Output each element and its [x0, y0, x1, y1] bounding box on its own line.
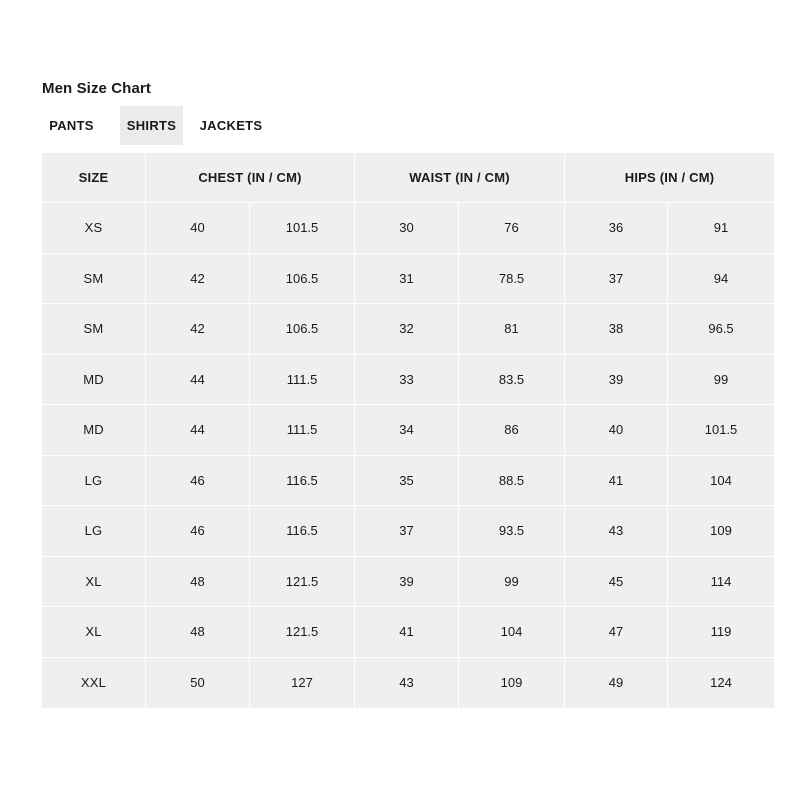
tab-jackets[interactable]: JACKETS	[199, 118, 263, 133]
size-category-tabs	[40, 106, 273, 145]
cell-size: XL	[42, 557, 146, 608]
cell-hips-cm: 91	[668, 203, 774, 254]
cell-size: SM	[42, 254, 146, 305]
cell-chest-cm: 111.5	[250, 355, 355, 406]
cell-waist-in: 34	[355, 405, 459, 456]
cell-chest-in: 50	[146, 658, 250, 709]
cell-hips-in: 47	[565, 607, 668, 658]
tab-pants[interactable]: PANTS	[49, 118, 94, 133]
cell-size: XXL	[42, 658, 146, 709]
cell-hips-cm: 109	[668, 506, 774, 557]
cell-chest-cm: 127	[250, 658, 355, 709]
cell-chest-in: 46	[146, 506, 250, 557]
cell-chest-cm: 121.5	[250, 607, 355, 658]
cell-hips-in: 38	[565, 304, 668, 355]
cell-waist-cm: 93.5	[459, 506, 565, 557]
cell-chest-in: 42	[146, 304, 250, 355]
table-header-row	[42, 153, 774, 203]
table-row	[42, 254, 774, 305]
cell-hips-cm: 114	[668, 557, 774, 608]
cell-chest-in: 46	[146, 456, 250, 507]
cell-hips-cm: 104	[668, 456, 774, 507]
table-row	[42, 658, 774, 709]
cell-size: LG	[42, 456, 146, 507]
table-body	[42, 203, 774, 708]
cell-hips-in: 49	[565, 658, 668, 709]
cell-hips-cm: 96.5	[668, 304, 774, 355]
cell-chest-in: 42	[146, 254, 250, 305]
size-chart-table	[42, 153, 774, 708]
cell-hips-in: 41	[565, 456, 668, 507]
cell-chest-cm: 116.5	[250, 456, 355, 507]
cell-chest-cm: 121.5	[250, 557, 355, 608]
table-row	[42, 355, 774, 406]
cell-size: LG	[42, 506, 146, 557]
cell-hips-cm: 101.5	[668, 405, 774, 456]
cell-waist-cm: 109	[459, 658, 565, 709]
cell-hips-in: 37	[565, 254, 668, 305]
cell-size: MD	[42, 405, 146, 456]
cell-hips-in: 40	[565, 405, 668, 456]
cell-chest-cm: 111.5	[250, 405, 355, 456]
table-row	[42, 557, 774, 608]
cell-waist-in: 32	[355, 304, 459, 355]
cell-hips-cm: 99	[668, 355, 774, 406]
cell-chest-in: 48	[146, 607, 250, 658]
tab-shirts[interactable]: SHIRTS	[120, 106, 183, 145]
cell-waist-cm: 83.5	[459, 355, 565, 406]
cell-hips-cm: 94	[668, 254, 774, 305]
cell-waist-cm: 88.5	[459, 456, 565, 507]
cell-hips-in: 36	[565, 203, 668, 254]
cell-chest-in: 44	[146, 405, 250, 456]
header-waist: WAIST (IN / CM)	[355, 153, 565, 203]
cell-waist-cm: 81	[459, 304, 565, 355]
cell-waist-in: 31	[355, 254, 459, 305]
cell-hips-cm: 119	[668, 607, 774, 658]
cell-hips-in: 43	[565, 506, 668, 557]
cell-size: SM	[42, 304, 146, 355]
table-row	[42, 506, 774, 557]
cell-waist-in: 41	[355, 607, 459, 658]
cell-chest-cm: 106.5	[250, 304, 355, 355]
header-chest: CHEST (IN / CM)	[146, 153, 355, 203]
cell-waist-cm: 78.5	[459, 254, 565, 305]
cell-waist-cm: 104	[459, 607, 565, 658]
header-hips: HIPS (IN / CM)	[565, 153, 774, 203]
cell-waist-cm: 99	[459, 557, 565, 608]
cell-hips-cm: 124	[710, 675, 732, 691]
table-row	[42, 304, 774, 355]
cell-size: XS	[42, 203, 146, 254]
cell-waist-in: 33	[355, 355, 459, 406]
cell-chest-in: 40	[146, 203, 250, 254]
cell-hips-in: 39	[565, 355, 668, 406]
header-size: SIZE	[42, 153, 146, 203]
cell-chest-cm: 101.5	[250, 203, 355, 254]
cell-waist-in: 30	[355, 203, 459, 254]
table-row	[42, 405, 774, 456]
page-title: Men Size Chart	[42, 80, 151, 97]
cell-waist-in: 37	[355, 506, 459, 557]
cell-size: XL	[42, 607, 146, 658]
cell-chest-cm: 106.5	[250, 254, 355, 305]
cell-waist-in: 39	[355, 557, 459, 608]
cell-chest-in: 48	[146, 557, 250, 608]
cell-waist-cm: 76	[459, 203, 565, 254]
cell-chest-cm: 116.5	[250, 506, 355, 557]
table-row	[42, 203, 774, 254]
table-row	[42, 456, 774, 507]
cell-waist-cm: 86	[459, 405, 565, 456]
cell-waist-in: 35	[355, 456, 459, 507]
cell-chest-in: 44	[146, 355, 250, 406]
cell-waist-in: 43	[355, 658, 459, 709]
cell-size: MD	[42, 355, 146, 406]
cell-hips-in: 45	[565, 557, 668, 608]
table-row	[42, 607, 774, 658]
